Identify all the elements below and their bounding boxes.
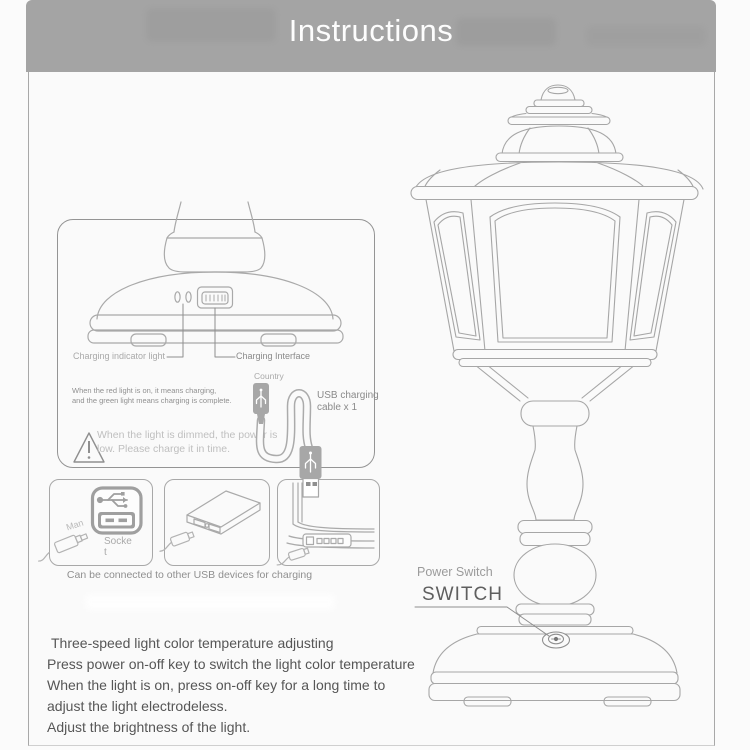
header-bar [26,0,716,72]
instruction-line: Press power on-off key to switch the light color temperature [47,656,415,672]
plug-icon [157,530,195,551]
lamp-drawing [395,78,720,735]
usb-socket-icon [93,488,142,533]
cable-label-line1: USB charging [317,390,379,401]
instruction-line: Three-speed light color temperature adjusting [51,635,334,651]
usb-port-icon [198,287,233,308]
instruction-line: When the light is on, press on-off key for a long time to [47,677,386,693]
usb-cable-diagram [245,368,330,505]
charging-indicator-label: Charging indicator light [73,351,166,361]
usb-a-connector-icon [300,446,322,497]
watermark-blob [85,594,335,610]
power-switch-label: Power Switch [417,565,493,579]
charging-note-line1: When the red light is on, it means charging, [72,386,217,395]
plug-icon [275,547,310,566]
warning-line1: When the light is dimmed, the power is [97,429,278,441]
indicator-led-icon [175,292,180,302]
lamp-finial [508,85,610,125]
charging-note-line2: and the green light means charging is complete. [72,395,232,405]
lamp-mid-dome [496,126,623,162]
socket-label: Socket [104,536,132,558]
instruction-line: adjust the light electrodeless. [47,698,228,714]
warning-line2: low. Please charge it in time. [97,443,231,455]
usb-devices-caption: Can be connected to other USB devices for charging [66,569,313,581]
lantern-body [426,200,684,402]
page-title: Instructions [288,13,454,48]
indicator-led-icon [186,292,191,302]
switch-label: SWITCH [422,584,503,605]
instruction-paragraph [47,633,415,738]
lamp-roof-dome [411,162,703,200]
lamp-stem [514,401,596,625]
charging-interface-label: Charging Interface [236,351,311,361]
micro-usb-connector-icon [253,383,269,424]
man-plug-label: Man [64,517,85,533]
cable-label-line2: cable x 1 [317,402,358,413]
country-label: Country [254,371,284,381]
instruction-line: Adjust the brightness of the light. [47,719,251,735]
